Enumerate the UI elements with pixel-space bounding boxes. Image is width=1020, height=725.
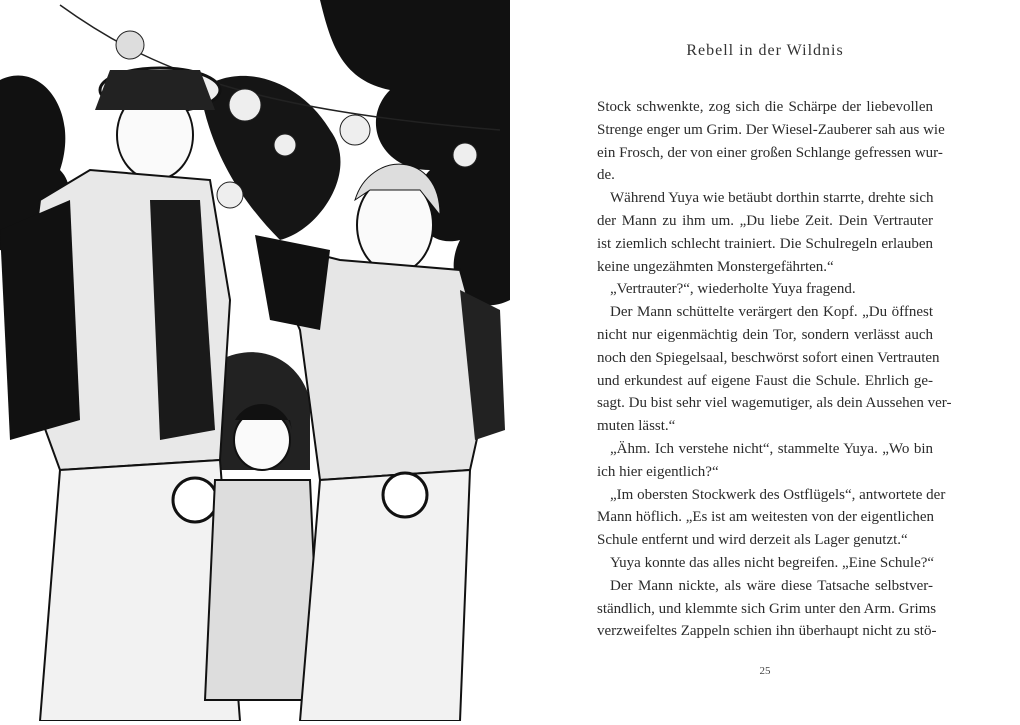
text-line: Schule entfernt und wird derzeit als Lager genutzt.“ [597, 532, 908, 549]
text-page [510, 0, 1020, 721]
text-line: ein Frosch, der von einer großen Schlange gefressen wur- [597, 144, 943, 161]
manga-illustration [0, 0, 510, 721]
text-line: „Vertrauter?“, wiederholte Yuya fragend. [610, 281, 856, 298]
illustration-art [0, 0, 510, 721]
text-line: ist ziemlich schlecht trainiert. Die Schulregeln erlauben [597, 235, 933, 252]
body-text [597, 96, 952, 643]
text-line: sagt. Du bist sehr viel wagemutiger, als dein Aussehen ver- [597, 395, 952, 412]
running-title: Rebell in der Wildnis [686, 42, 844, 59]
text-line: muten lässt.“ [597, 418, 676, 435]
text-line: Yuya konnte das alles nicht begreifen. „Eine Schule?“ [610, 554, 935, 571]
text-line: Der Mann nickte, als wäre diese Tatsache selbstver- [610, 577, 933, 594]
text-line: ständlich, und klemmte sich Grim unter den Arm. Grims [597, 600, 937, 617]
text-line: keine ungezähmten Monstergefährten.“ [597, 258, 834, 275]
page-number: 25 [759, 665, 771, 677]
text-line: der Mann zu ihm um. „Du liebe Zeit. Dein Vertrauter [597, 212, 933, 229]
text-line: nicht nur eigenmächtig dein Tor, sondern verlässt auch [597, 326, 933, 343]
text-line: Mann höflich. „Es ist am weitesten von der eigentlichen [597, 509, 934, 526]
text-line: Stock schwenkte, zog sich die Schärpe der liebevollen [597, 99, 933, 115]
text-line: noch den Spiegelsaal, beschwörst sofort einen Vertrauten [597, 349, 940, 366]
text-line: „Ähm. Ich verstehe nicht“, stammelte Yuya. „Wo bin [610, 440, 933, 457]
text-line: „Im obersten Stockwerk des Ostflügels“, antwortete der [610, 486, 946, 503]
text-line: und erkundest auf eigene Faust die Schule. Ehrlich ge- [597, 372, 933, 389]
text-line: verzweifeltes Zappeln schien ihn überhaupt nicht zu stö- [597, 623, 937, 640]
text-line: Der Mann schüttelte verärgert den Kopf. „Du öffnest [610, 304, 933, 321]
text-line: de. [597, 167, 615, 184]
text-line: ich hier eigentlich?“ [597, 463, 719, 480]
text-line: Während Yuya wie betäubt dorthin starrte, drehte sich [610, 190, 934, 207]
text-line: Strenge enger um Grim. Der Wiesel-Zauberer sah aus wie [597, 121, 945, 138]
